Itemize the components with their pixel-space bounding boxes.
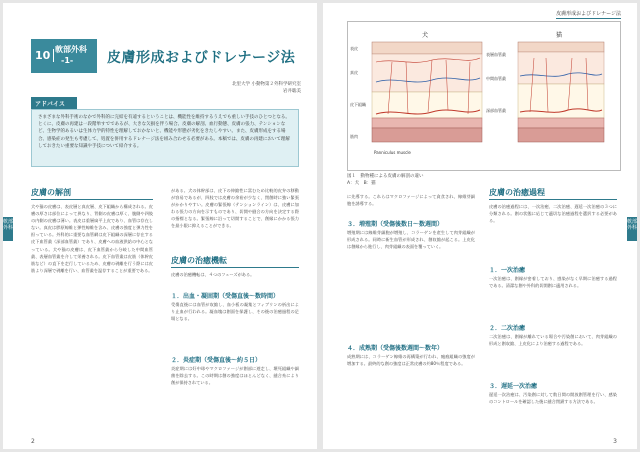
panniculus-layer-b	[518, 118, 604, 128]
chapter-number: 10	[35, 49, 54, 62]
subheading-delayed-primary: ３．遅延一次治癒	[489, 383, 538, 390]
label-dermis: 真皮	[350, 70, 358, 75]
advice-label: アドバイス	[31, 97, 77, 109]
subheading-secondary-healing: ２．二次治癒	[489, 325, 526, 332]
page-title: 皮膚形成およびドレナージ法	[107, 50, 296, 66]
label-middle-plexus: 中間血管叢	[486, 76, 506, 81]
healing-intro: 皮膚の治癒機転は、４つのフェーズがある。	[171, 272, 255, 277]
maturation-text: 成熟期には、コラーゲン線維の再構築が行われ、瘢痕組織の強度が増加する。最終的な創の強度は正常皮膚の約80％程度である。	[347, 354, 475, 367]
side-tab-right: 軟部外科	[627, 217, 637, 241]
label-deep-plexus: 深部血管叢	[486, 108, 506, 113]
epidermis-layer-b	[518, 42, 604, 52]
figure-caption-sub: A：犬 B：猫	[347, 181, 376, 186]
inflammation-text: 炎症期には好中球やマクロファージが創部に遊走し、壊死組織や細菌を除去する。この時期は創の強度はほとんどなく、縫合糸により創が保持されている。	[171, 366, 299, 386]
figure-caption	[347, 173, 424, 187]
body-text-col1: 犬や猫の皮膚は、表皮層と真皮層、皮下組織から構成される。皮膚の厚さは部位によって異なり、背側の皮膚は厚く、腹側や四肢の内側の皮膚は薄い。表皮は重層扁平上皮であり、血管は存在しない。真皮は膠原線維と弾性線維を含み、皮膚の強度と弾力性を担っている。外科的に重要な血管網は皮下組織の深層に存在する皮下血管叢（深部血管叢）であり、皮膚への血液供給の中心となっている。犬や猫の皮膚は、皮下血管叢から分岐した中間血管叢、表層血管叢を介して栄養される。皮下血管叢は皮筋（体幹皮筋など）の直下を走行しているため、皮膚の剥離を行う際には皮筋より深層で剥離を行い、血管叢を温存することが重要である。	[31, 204, 153, 273]
subheading-hemostasis: １．出血・凝固期（受傷直後〜数時間）	[171, 293, 280, 300]
section-heading-healing-process: 皮膚の治癒過程	[489, 187, 617, 200]
subheading-maturation: ４．成熟期（受傷後数週間〜数年）	[347, 345, 444, 352]
subheading-proliferation: ３．増殖期（受傷後数日〜数週間）	[347, 221, 444, 228]
muscle-layer-a	[372, 128, 482, 142]
section-heading-anatomy: 皮膚の解剖	[31, 187, 153, 200]
right-page	[323, 3, 637, 449]
healing-process-intro: 皮膚の治癒過程には、一次治癒、二次治癒、遅延一次治癒の３つに分類される。創の状態に応じて適切な治癒過程を選択する必要がある。	[489, 204, 617, 224]
panniculus-layer-a	[372, 118, 482, 128]
label-superficial-plexus: 表層血管叢	[486, 52, 506, 57]
body-text-col2-top: がある。犬の体幹部は、皮下の伸縮性に富むため比較的皮弁の移動が容易であるが、四肢では皮膚の余裕が少なく、閉創時に強い緊張がかかりやすい。皮膚の緊張線（テンションライン）は、皮膚に加わる張力の方向を示すものであり、切開や縫合の方向を決定する際の指標となる。緊張線に沿って切開することで、創縁にかかる張力を最小限に抑えることができる。	[171, 188, 299, 229]
epidermis-layer-a	[372, 42, 482, 54]
hemostasis-text: 受傷直後には血管が収縮し、血小板の凝集とフィブリンの析出により止血が行われる。凝血塊は創面を保護し、その後の治癒過程の足場となる。	[171, 302, 299, 322]
figure-caption-title: 図１ 動物種による皮膚の解剖の違い	[347, 174, 424, 179]
chapter-label: 軟部外科	[55, 45, 87, 54]
left-page	[3, 3, 317, 449]
author: 岩井聡美	[283, 89, 301, 94]
panel-a-label: 犬	[422, 32, 429, 39]
section-heading-healing: 皮膚の治癒機転	[171, 255, 299, 268]
page-number-left: 2	[31, 438, 35, 445]
subheading-inflammation: ２．炎症期（受傷直後〜約５日）	[171, 357, 262, 364]
chapter-sub-label: -1-	[61, 56, 74, 65]
primary-healing-text: 一次治癒は、創縁が密着しており、感染がなく早期に治癒する過程である。清潔な創や外科的切開創に適用される。	[489, 276, 617, 289]
side-tab: 軟部外科	[3, 217, 13, 241]
affiliation-block	[232, 81, 301, 95]
chapter-badge	[31, 39, 97, 73]
panel-b-label: 猫	[556, 32, 563, 39]
page-number-right: 3	[613, 438, 617, 445]
label-panniculus: Panniculus muscle	[374, 150, 411, 155]
delayed-primary-text: 遅延一次治癒は、汚染創に対して数日間の開放創管理を行い、感染のコントロールを確認した後に縫合閉鎖する方法である。	[489, 392, 617, 405]
body-text-col1-top: に先導する。これらはマクロファージによって貪食され、線維芽細胞を誘導する。	[347, 194, 475, 207]
secondary-healing-text: 二次治癒は、創縁が離れている場合や汚染創において、肉芽組織の形成と創収縮、上皮化により治癒する過程である。	[489, 334, 617, 347]
skin-anatomy-figure	[347, 21, 621, 171]
proliferation-text: 増殖期には線維芽細胞が増殖し、コラーゲンを産生して肉芽組織が形成される。同時に新生血管が形成され、創収縮が起こる。上皮化は創縁から進行し、肉芽組織の表面を覆っていく。	[347, 230, 475, 250]
label-subcutis: 皮下組織	[350, 102, 366, 107]
dermis-layer-a	[372, 54, 482, 92]
advice-box: さまざまな外科手術のなかで外科的に完結を有遠するということは、機能性を維持するうえでも重しい手技のひとつとなる。とくに、皮膚の再建は一段階単すでであるが、大きな欠損を伴う場合、皮膚の解剖、血行動態、皮膚の張力、テンションなど、生物学的あるいは生体力学的特性を理解しておかないと、機能や形態が劣化をきたしやすい。また、皮膚形成をする場合、感染症の発生も考慮して、処置を併用するドレナージ法を組み合わせる必要がある。本稿では、皮膚の再建において理解しておきたい重要な知識や手技について紹介する。	[31, 109, 299, 167]
muscle-layer-b	[518, 128, 604, 142]
dermis-layer-b	[518, 52, 604, 84]
subheading-primary-healing: １．一次治癒	[489, 267, 526, 274]
label-epidermis: 表皮	[350, 46, 358, 51]
affiliation: 北里大学 小動物第２外科学研究室	[232, 82, 301, 87]
label-muscle: 筋肉	[350, 134, 358, 139]
running-header: 皮膚形成およびドレナージ法	[556, 11, 621, 17]
